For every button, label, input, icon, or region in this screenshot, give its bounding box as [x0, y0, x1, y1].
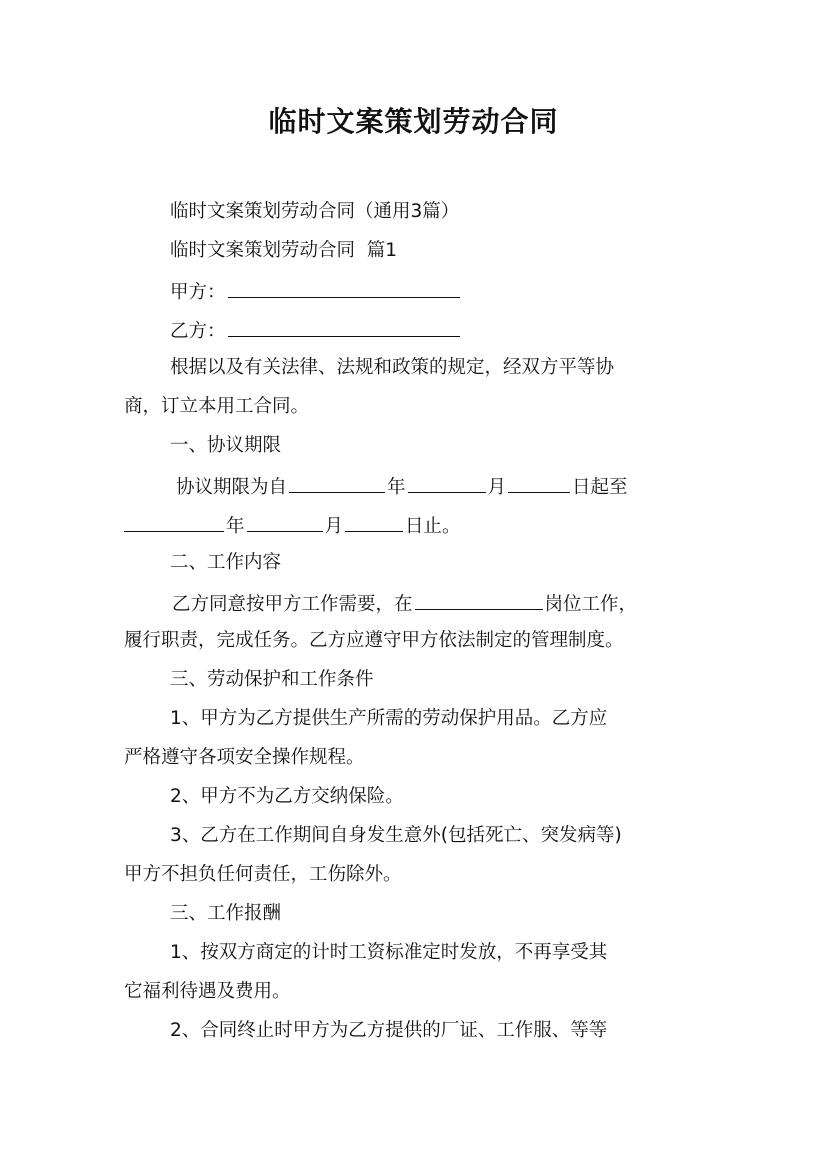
pay-2-line-1: 2、合同终止时甲方为乙方提供的厂证、工作服、等等 [170, 1020, 608, 1041]
work-line-1 [172, 589, 637, 618]
subtitle: 临时文案策划劳动合同（通用3篇） [170, 201, 460, 222]
protection-3-line-2: 甲方不担负任何责任，工伤除外。 [124, 864, 402, 885]
pay-1-line-1: 1、按双方商定的计时工资标准定时发放，不再享受其 [170, 942, 608, 963]
heading-protection: 三、劳动保护和工作条件 [170, 669, 374, 690]
protection-3-line-1: 3、乙方在工作期间自身发生意外(包括死亡、突发病等) [170, 825, 622, 846]
term-year-label: 年 [387, 477, 406, 498]
work-text-b: 岗位工作， [544, 594, 638, 615]
heading-pay: 三、工作报酬 [170, 903, 282, 924]
party-b-line [170, 316, 462, 345]
term-to-day-blank [345, 511, 403, 532]
section-heading: 临时文案策划劳动合同 篇1 [170, 240, 398, 261]
party-a-line [170, 277, 462, 306]
term-month-label: 月 [487, 477, 507, 498]
party-b-blank [228, 316, 460, 337]
term-from-month-blank [408, 472, 486, 493]
term-from-label: 协议期限为自 [176, 477, 288, 498]
term-day-label: 日起至 [572, 477, 628, 498]
intro-line-1: 根据以及有关法律、法规和政策的规定，经双方平等协 [170, 357, 615, 378]
work-position-blank [415, 589, 543, 610]
protection-1-line-2: 严格遵守各项安全操作规程。 [124, 747, 365, 768]
document-title: 临时文案策划劳动合同 [268, 105, 559, 138]
term-line-1 [176, 472, 628, 501]
protection-2: 2、甲方不为乙方交纳保险。 [170, 786, 404, 807]
party-a-blank [228, 277, 460, 298]
heading-work: 二、工作内容 [170, 552, 282, 573]
protection-1-line-1: 1、甲方为乙方提供生产所需的劳动保护用品。乙方应 [170, 708, 608, 729]
term-line-2 [124, 511, 461, 540]
term-to-year-label: 年 [226, 516, 245, 537]
heading-term: 一、协议期限 [170, 435, 282, 456]
term-to-year-blank [124, 511, 224, 532]
party-a-label: 甲方： [170, 282, 226, 303]
term-from-year-blank [289, 472, 385, 493]
term-from-day-blank [508, 472, 570, 493]
work-line-2: 履行职责，完成任务。乙方应遵守甲方依法制定的管理制度。 [124, 630, 624, 651]
term-to-month-label: 月 [324, 516, 344, 537]
term-to-day-label: 日止。 [405, 516, 461, 537]
work-text-a: 乙方同意按甲方工作需要，在 [172, 594, 413, 615]
intro-line-2: 商，订立本用工合同。 [124, 396, 310, 417]
term-to-month-blank [247, 511, 323, 532]
party-b-label: 乙方： [170, 321, 226, 342]
pay-1-line-2: 它福利待遇及费用。 [124, 981, 291, 1002]
